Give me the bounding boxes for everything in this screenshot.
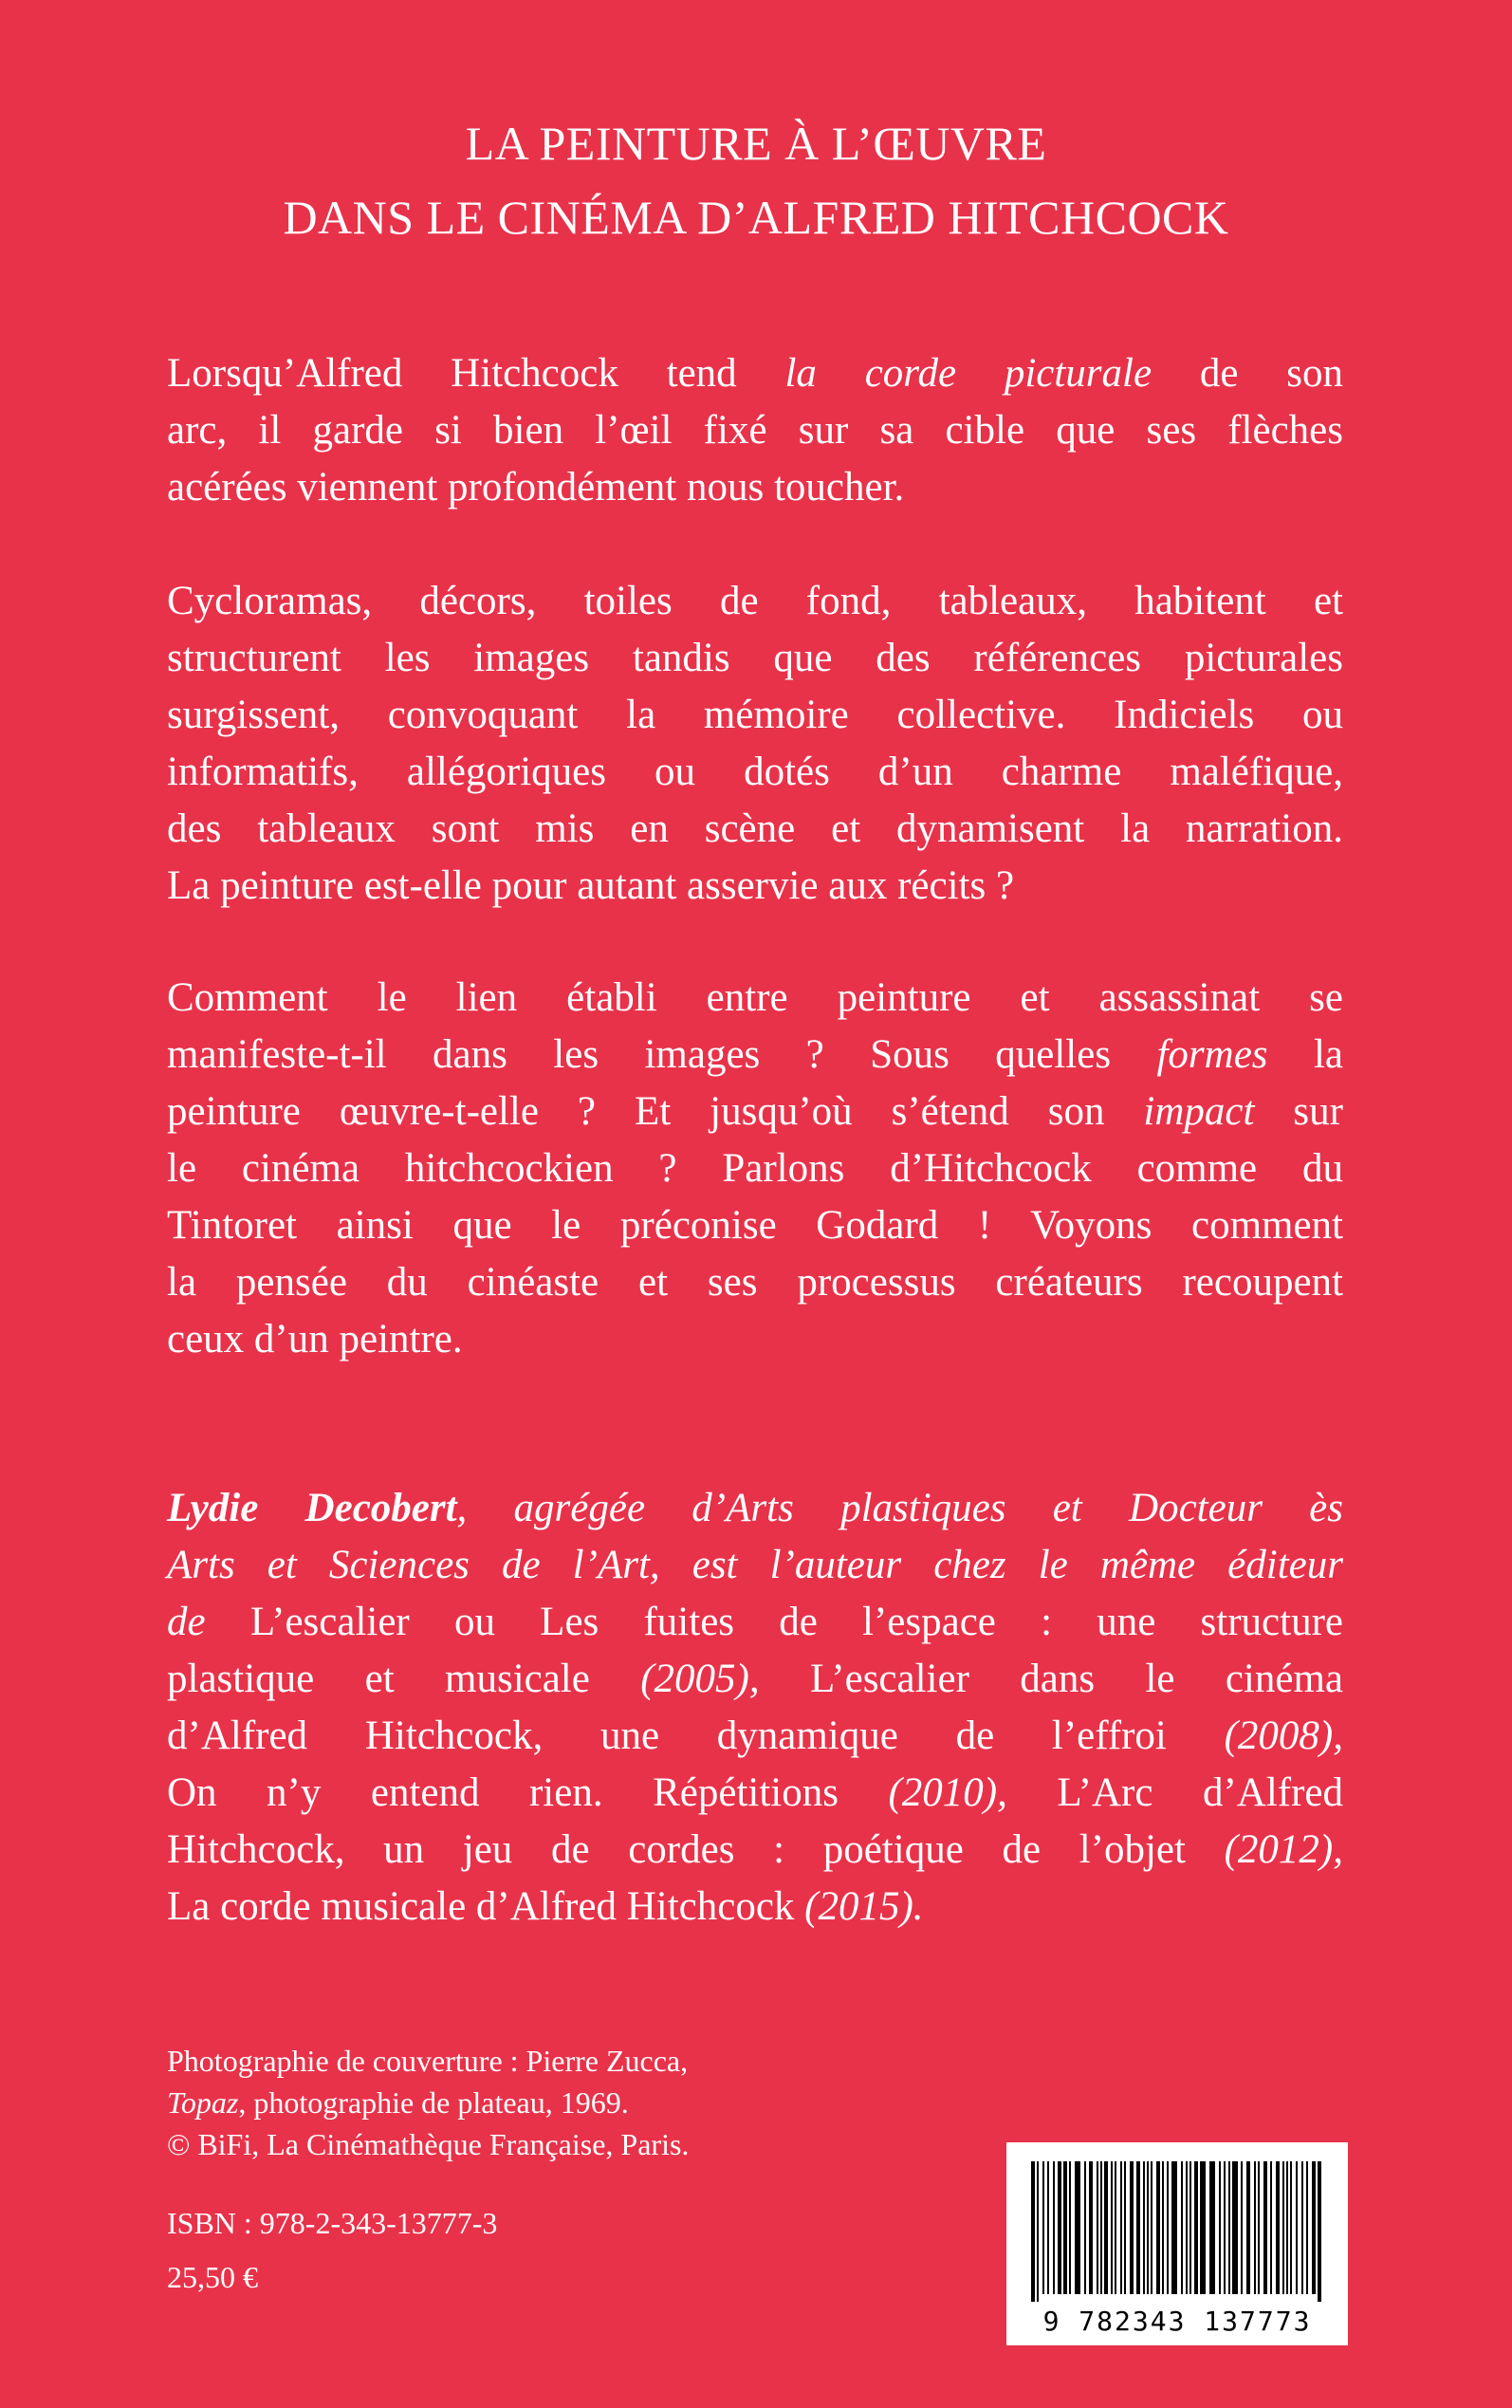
- barcode-bar: [1120, 2161, 1122, 2294]
- barcode-bar: [1104, 2161, 1108, 2294]
- barcode-bar: [1312, 2161, 1316, 2294]
- barcode-bar: [1200, 2161, 1206, 2294]
- barcode-bar: [1296, 2161, 1298, 2294]
- isbn: ISBN : 978-2-343-13777-3: [167, 2206, 498, 2240]
- barcode-bar: [1063, 2161, 1067, 2294]
- barcode-bar: [1042, 2161, 1044, 2294]
- barcode-bar: [1100, 2161, 1102, 2294]
- barcode-bar: [1156, 2161, 1160, 2294]
- barcode-bar: [1124, 2161, 1126, 2294]
- barcode-bar: [1306, 2161, 1308, 2294]
- barcode-bar: [1115, 2161, 1116, 2294]
- barcode-bar: [1318, 2161, 1321, 2302]
- barcode-bars: [1031, 2161, 1323, 2302]
- barcode-bar: [1069, 2161, 1071, 2294]
- paragraph-questions: Comment le lien établi entre peinture et assassinat se manifeste-t-il dans les images ? Sous quelles formes la peinture œuvre-t-elle ? Et jusqu’où s’étend son impact sur le cinéma hitchcockien ? Parlons d’Hitchcock comme du Tintoret ainsi que le préconise Godard ! Voyons comment la pensée du cinéaste et ses processus créateurs recoupent ceux d’un peintre.: [167, 975, 1343, 1361]
- barcode-bar: [1219, 2161, 1221, 2294]
- barcode-digits: 9 782343 137773: [1042, 2306, 1312, 2337]
- barcode-bar: [1290, 2161, 1292, 2294]
- title-line-2: DANS LE CINÉMA D’ALFRED HITCHCOCK: [283, 191, 1229, 244]
- barcode-bar: [1151, 2161, 1152, 2294]
- barcode-bar: [1232, 2161, 1238, 2294]
- barcode-bar: [1037, 2161, 1039, 2302]
- barcode-bar: [1301, 2161, 1303, 2294]
- barcode-bar: [1097, 2161, 1098, 2294]
- barcode-bar: [1136, 2161, 1140, 2294]
- barcode-bar: [1282, 2161, 1284, 2294]
- barcode-bar: [1241, 2161, 1243, 2294]
- title-line-1: LA PEINTURE À L’ŒUVRE: [465, 117, 1047, 170]
- barcode-bar: [1270, 2161, 1272, 2294]
- barcode-bar: [1031, 2161, 1035, 2302]
- barcode-bar: [1189, 2161, 1191, 2294]
- author-bio: Lydie Decobert, agrégée d’Arts plastiques et Docteur ès Arts et Sciences de l’Art, est l’auteur chez le même éditeur de L’escalier ou Les fuites de l’espace : une structure plastique et musicale (2005), L’escalier dans le cinéma d’Alfred Hitchcock, une dynamique de l’effroi (2008), On n’y entend rien. Répétitions (2010), L’Arc d’Alfred Hitchcock, un jeu de cordes : poétique de l’objet (2012), La corde musicale d’Alfred Hitchcock (2015).: [167, 1486, 1344, 1929]
- paragraph-intro: Lorsqu’Alfred Hitchcock tend la corde picturale de son arc, il garde si bien l’œil fixé sur sa cible que ses flèches acérées viennent profondément nous toucher.: [167, 351, 1343, 509]
- book-title: [0, 106, 1512, 254]
- barcode-bar: [1263, 2161, 1267, 2294]
- barcode-bar: [1053, 2161, 1055, 2294]
- barcode-bar: [1254, 2161, 1256, 2294]
- price: 25,50 €: [167, 2260, 258, 2294]
- barcode-bar: [1276, 2161, 1280, 2294]
- barcode-bar: [1171, 2161, 1177, 2294]
- barcode-bar: [1181, 2161, 1183, 2294]
- barcode-bar: [1209, 2161, 1215, 2294]
- barcode-bar: [1186, 2161, 1188, 2294]
- barcode-bar: [1058, 2161, 1061, 2294]
- barcode-bar: [1111, 2161, 1113, 2294]
- barcode-bar: [1147, 2161, 1149, 2294]
- barcode-bar: [1162, 2161, 1164, 2294]
- paragraph-description: Cycloramas, décors, toiles de fond, tableaux, habitent et structurent les images tandis que des références picturales surgissent, convoquant la mémoire collective. Indiciels ou informatifs, allégoriques ou dotés d’un charme maléfique, des tableaux sont mis en scène et dynamisent la narration. La peinture est-elle pour autant asservie aux récits ?: [167, 579, 1343, 908]
- barcode-bar: [1258, 2161, 1260, 2294]
- barcode-bar: [1089, 2161, 1093, 2294]
- barcode-bar: [1224, 2161, 1226, 2294]
- barcode-bar: [1286, 2161, 1288, 2294]
- barcode-bar: [1143, 2161, 1145, 2294]
- barcode-bar: [1047, 2161, 1049, 2294]
- barcode-bar: [1084, 2161, 1086, 2294]
- barcode-bar: [1194, 2161, 1198, 2294]
- barcode-bar: [1228, 2161, 1230, 2294]
- author-name: Lydie Decobert: [167, 1486, 457, 1530]
- barcode-bar: [1167, 2161, 1169, 2294]
- barcode-bar: [1130, 2161, 1134, 2294]
- barcode-bar: [1246, 2161, 1250, 2294]
- photo-credit: Photographie de couverture : Pierre Zucca, Topaz, photographie de plateau, 1969. © BiFi, La Cinémathèque Française, Paris.: [167, 2044, 690, 2161]
- barcode: [1006, 2142, 1348, 2345]
- barcode-bar: [1075, 2161, 1080, 2294]
